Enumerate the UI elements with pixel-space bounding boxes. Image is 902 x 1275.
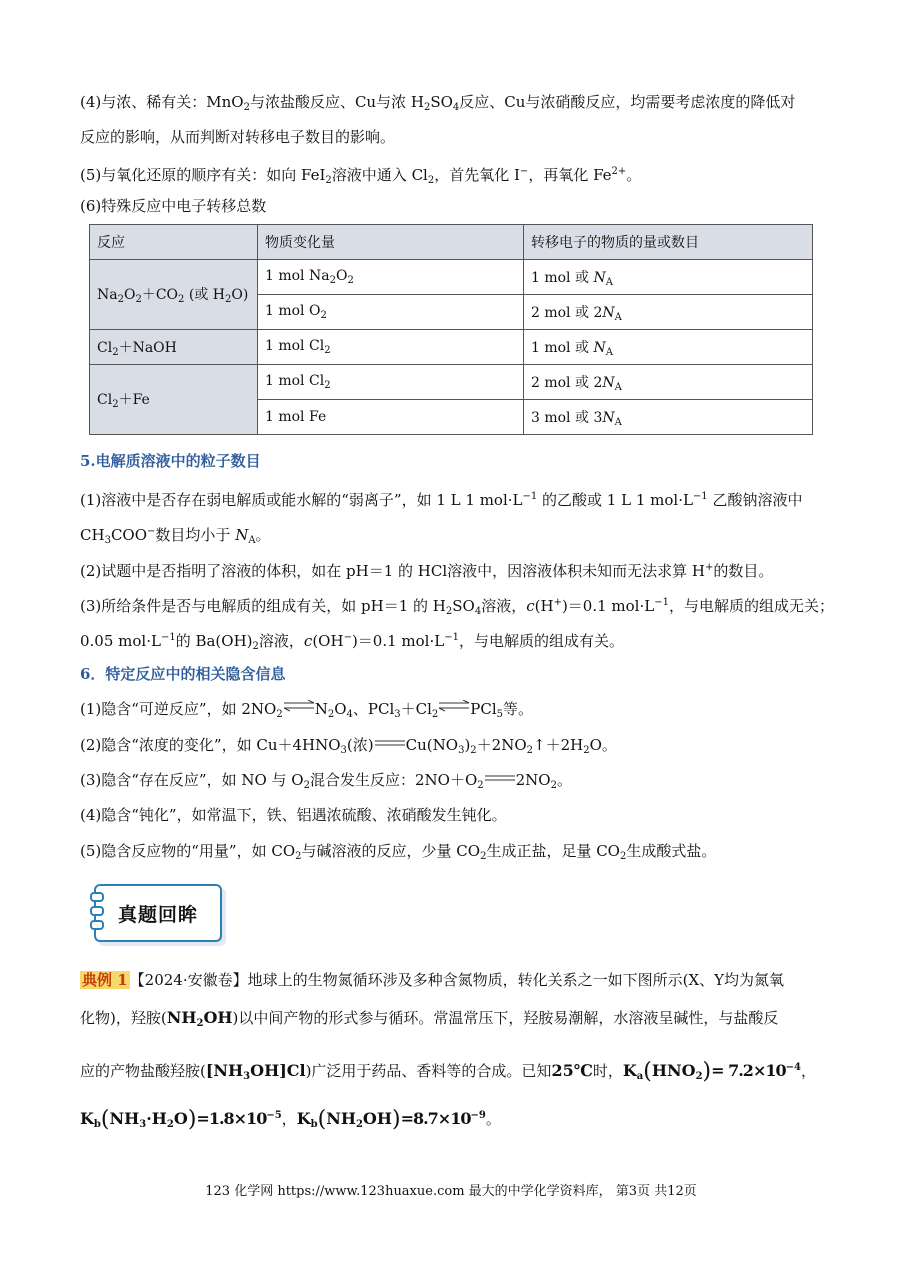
sub: 2 (276, 709, 283, 720)
table-cell-reaction (90, 365, 258, 435)
sub: 2 (112, 346, 119, 358)
example-tag: 典例 1 (82, 971, 128, 989)
sup: −1 (654, 597, 669, 608)
text: (1)隐含“可逆反应”，如 2NO (80, 700, 277, 718)
table-cell: 1 mol Fe (258, 400, 524, 435)
formula: O (173, 1109, 188, 1128)
text: 2NO (515, 771, 551, 789)
text: O (335, 268, 348, 284)
sub: 2 (355, 1119, 363, 1130)
text: )以中间产物的形式参与循环。常温常压下，羟胺易潮解，水溶液呈碱性，与盐酸反 (232, 1009, 779, 1027)
sub: 2 (303, 780, 310, 791)
sub: A (614, 381, 622, 393)
text: 1 mol 或 (531, 339, 594, 356)
text: (浓) (346, 736, 374, 754)
text: 。 (255, 526, 271, 544)
formula: = 7.2×10 (711, 1061, 786, 1080)
text: 的乙酸或 1 L 1 mol·L (537, 491, 693, 509)
text: (5)隐含反应物的“用量”，如 CO (80, 842, 296, 860)
table-cell-reaction (90, 260, 258, 330)
text: ，与电解质的组成有关。 (458, 632, 624, 650)
text: 2 mol 或 2 (531, 374, 603, 391)
page-footer: 123 化学网 https://www.123huaxue.com 最大的中学化学资料库， 第3页 共12页 (205, 1184, 697, 1199)
reversible-arrow-icon (283, 700, 315, 712)
text: ＋Fe (118, 392, 150, 408)
text: PCl (470, 700, 497, 718)
paragraph-6 (80, 188, 825, 224)
text: (1)溶液中是否存在弱电解质或能水解的“弱离子”，如 1 L 1 mol·L (80, 491, 523, 509)
sub: 3 (394, 709, 401, 720)
sub: 2 (431, 709, 439, 720)
text: ＋NaOH (118, 339, 177, 356)
text: 时， (592, 1062, 623, 1080)
sub: 2 (583, 745, 590, 756)
text: )广泛用于药品、香料等的合成。已知 (305, 1062, 552, 1080)
sub: 2 (320, 310, 327, 321)
text: O (334, 700, 347, 718)
section-5-title: 5.电解质溶液中的粒子数目 (80, 452, 261, 470)
text: ) (464, 736, 471, 754)
sub: 2 (526, 745, 534, 756)
sub: 2 (117, 294, 124, 305)
text: Cu(NO (405, 736, 459, 754)
sub: 2 (327, 709, 335, 720)
text: 与碱溶液的反应，少量 CO (301, 842, 481, 860)
sub: 3 (340, 745, 347, 756)
text: N (602, 409, 615, 426)
sub: 5 (496, 709, 504, 720)
text: 等。 (503, 700, 534, 718)
text: ，与电解质的组成无关； (668, 597, 834, 615)
text: N (235, 526, 249, 544)
table-cell (258, 260, 524, 295)
electron-transfer-table (89, 224, 813, 435)
example-line-3 (80, 1050, 825, 1095)
paragraph-6-4: (4)隐含“钝化”，如常温下，铁、铝遇浓硫酸、浓硝酸发生钝化。 (80, 806, 507, 824)
text: O) (231, 287, 249, 303)
text: )＝0.1 mol·L (351, 632, 445, 650)
text: (5)与氧化还原的顺序有关：如向 FeI (80, 166, 326, 184)
formula: ( (643, 1059, 652, 1084)
text: ↑＋2H (533, 736, 584, 754)
text: SO (430, 93, 453, 111)
table-cell-reaction (90, 330, 258, 365)
sup: −1 (160, 632, 176, 643)
sub: 2 (347, 275, 354, 286)
text: 溶液中通入 Cl (331, 166, 428, 184)
text: (3)隐含“存在反应”，如 NO 与 O (80, 771, 304, 789)
sub: 2 (252, 641, 259, 652)
sub: 2 (166, 1119, 174, 1130)
table-row (90, 260, 813, 295)
binder-ring-icon (90, 920, 104, 930)
table-cell (524, 330, 813, 365)
sub: A (614, 416, 622, 428)
example-line-4 (80, 1098, 825, 1143)
sup: − (519, 166, 529, 177)
text: 反应的影响，从而判断对转移电子数目的影响。 (80, 128, 396, 146)
binder-ring-icon (90, 892, 104, 902)
text: 的数目。 (713, 562, 774, 580)
example-line-2 (80, 1000, 825, 1042)
sub: 2 (477, 780, 484, 791)
formula: K (622, 1061, 637, 1080)
equals-sign-icon (374, 738, 406, 748)
text: 反应、Cu与浓硝酸反应，均需要考虑浓度的降低对 (459, 93, 796, 111)
formula: OH]Cl (250, 1061, 306, 1080)
formula: NH (166, 1008, 197, 1027)
formula: OH (362, 1109, 392, 1128)
section-6-title: 6．特定反应中的相关隐含信息 (80, 665, 286, 683)
text: ， (281, 1110, 297, 1128)
text: 数目均小于 (155, 526, 236, 544)
table-cell (258, 365, 524, 400)
paragraph-4-cont (80, 119, 825, 155)
text: Cl (97, 339, 113, 356)
formula: ) (187, 1107, 197, 1132)
sup: −1 (522, 491, 538, 502)
table-header-cell: 物质变化量 (258, 225, 524, 260)
text: 生成酸式盐。 (626, 842, 717, 860)
table-cell (524, 295, 813, 330)
sub: A (614, 311, 622, 323)
table-cell (524, 400, 813, 435)
sub: 3 (458, 745, 465, 756)
sup: −1 (444, 632, 459, 643)
text: 。 (556, 771, 572, 789)
text: ＋2NO (476, 736, 527, 754)
sub: 2 (325, 175, 332, 186)
sub: 2 (480, 851, 487, 862)
paragraph-5-1 (80, 479, 825, 518)
text: ＋Cl (400, 700, 432, 718)
text: 乙酸钠溶液中 (707, 491, 803, 509)
text: CH (80, 526, 105, 544)
text: Cl (97, 392, 113, 408)
sup: − (147, 526, 156, 537)
text: 溶液， (481, 597, 527, 615)
sub: 2 (243, 102, 250, 113)
text: Na (97, 287, 118, 303)
formula: K (80, 1109, 94, 1128)
formula: ( (317, 1107, 327, 1132)
sup: − (343, 632, 352, 643)
text: N (593, 269, 606, 286)
sub: 2 (619, 851, 627, 862)
sub: 2 (329, 275, 336, 286)
text: 1 mol O (265, 303, 321, 319)
formula: =1.8×10 (196, 1109, 267, 1128)
sub: 2 (324, 380, 331, 391)
text: O (123, 287, 136, 303)
sub: 4 (346, 709, 353, 720)
equals-sign-icon (484, 773, 516, 783)
text: 的 Ba(OH) (175, 632, 253, 650)
sub: 2 (445, 606, 453, 617)
formula: K (296, 1109, 311, 1128)
table-row (90, 365, 813, 400)
text: 化物)，羟胺( (80, 1009, 167, 1027)
sub: A (248, 535, 256, 546)
sub: 2 (695, 1071, 703, 1082)
text: 2 mol 或 2 (531, 304, 603, 321)
sub: 2 (196, 1018, 204, 1029)
sub: 3 (243, 1071, 251, 1082)
formula: HNO (651, 1061, 696, 1080)
formula: ) (702, 1059, 712, 1084)
text: (OH (312, 632, 344, 650)
table-header-cell: 反应 (90, 225, 258, 260)
text: 生成正盐，足量 CO (486, 842, 620, 860)
text: (H (534, 597, 554, 615)
text: 0.05 mol·L (80, 632, 161, 650)
sub: 4 (474, 606, 482, 617)
paragraph-6-5 (80, 833, 825, 875)
table-cell (524, 260, 813, 295)
text: 3 mol 或 3 (531, 409, 603, 426)
sub: b (310, 1119, 318, 1130)
sub: 2 (324, 345, 331, 356)
sup: −4 (785, 1062, 801, 1073)
text: ，再氧化 Fe (528, 166, 612, 184)
text: 。 (485, 1110, 501, 1128)
formula: ·H (146, 1109, 167, 1128)
text: (4)与浓、稀有关：MnO (80, 93, 244, 111)
table-cell (258, 295, 524, 330)
text: 溶液， (258, 632, 304, 650)
sub: 2 (550, 780, 557, 791)
sub: 2 (178, 294, 185, 305)
sub: 2 (112, 399, 119, 410)
example-line-1 (80, 962, 825, 998)
text: 1 mol Cl (265, 373, 325, 389)
sup: + (553, 597, 562, 608)
formula: NH (109, 1109, 140, 1128)
text: N (602, 304, 615, 321)
text: ＋CO (141, 287, 179, 303)
badge-label: 真题回眸 (108, 894, 208, 932)
text: (或 H (184, 287, 225, 303)
sub: A (605, 346, 613, 358)
formula: ( (100, 1107, 110, 1132)
text: 。 (626, 166, 642, 184)
section-badge (94, 884, 222, 942)
sub: 2 (470, 745, 477, 756)
sub: 3 (139, 1119, 147, 1130)
formula: OH (203, 1008, 233, 1027)
text: 1 mol 或 (531, 269, 594, 286)
text: )＝0.1 mol·L (561, 597, 655, 615)
binder-ring-icon (90, 906, 104, 916)
text: (2)试题中是否指明了溶液的体积，如在 pH＝1 的 HCl溶液中，因溶液体积未知而无法求算 H (80, 562, 705, 580)
sub: 4 (452, 102, 460, 113)
sup: + (705, 562, 714, 573)
sub: 2 (427, 175, 435, 186)
table-header-row (90, 225, 813, 260)
sub: A (605, 276, 613, 288)
text: 混合发生反应：2NO＋O (309, 771, 478, 789)
table-header-cell: 转移电子的物质的量或数目 (524, 225, 813, 260)
text: N (314, 700, 328, 718)
formula: 25℃ (551, 1061, 593, 1080)
reversible-arrow-icon (438, 700, 470, 712)
table-cell (258, 330, 524, 365)
formula: =8.7×10 (400, 1109, 471, 1128)
text: N (593, 339, 606, 356)
sub: a (636, 1071, 644, 1082)
formula: [NH (205, 1061, 244, 1080)
text: ，首先氧化 I (434, 166, 520, 184)
text: c (526, 597, 535, 615)
text: 【2024·安徽卷】地球上的生物氮循环涉及多种含氮物质，转化关系之一如下图所示(X、Y均为氮氧 (129, 971, 785, 989)
sub: 2 (423, 102, 431, 113)
text: 1 mol Na (265, 268, 330, 284)
text: 与浓盐酸反应、Cu与浓 H (249, 93, 424, 111)
sub: 2 (135, 294, 142, 305)
formula: ) (391, 1107, 401, 1132)
sub: 3 (104, 535, 111, 546)
sup: −5 (266, 1110, 282, 1121)
text: 1 mol Cl (265, 338, 325, 354)
sub: 2 (225, 294, 232, 305)
text: COO (110, 526, 148, 544)
text: 、PCl (352, 700, 395, 718)
sub: b (93, 1119, 101, 1130)
text: (2)隐含“浓度的变化”，如 Cu＋4HNO (80, 736, 341, 754)
text: ， (800, 1062, 816, 1080)
text: O。 (589, 736, 617, 754)
text: (3)所给条件是否与电解质的组成有关，如 pH＝1 的 H (80, 597, 446, 615)
sup: 2+ (611, 166, 627, 177)
formula: NH (326, 1109, 356, 1128)
text: SO (452, 597, 475, 615)
sup: −1 (692, 491, 708, 502)
sub: 2 (295, 851, 302, 862)
table-cell (524, 365, 813, 400)
paragraph-5-2 (80, 550, 825, 589)
text: N (602, 374, 615, 391)
text: c (303, 632, 313, 650)
table-row (90, 330, 813, 365)
text: (6)特殊反应中电子转移总数 (80, 197, 267, 215)
text: 应的产物盐酸羟胺( (80, 1062, 206, 1080)
sup: −9 (470, 1110, 486, 1121)
